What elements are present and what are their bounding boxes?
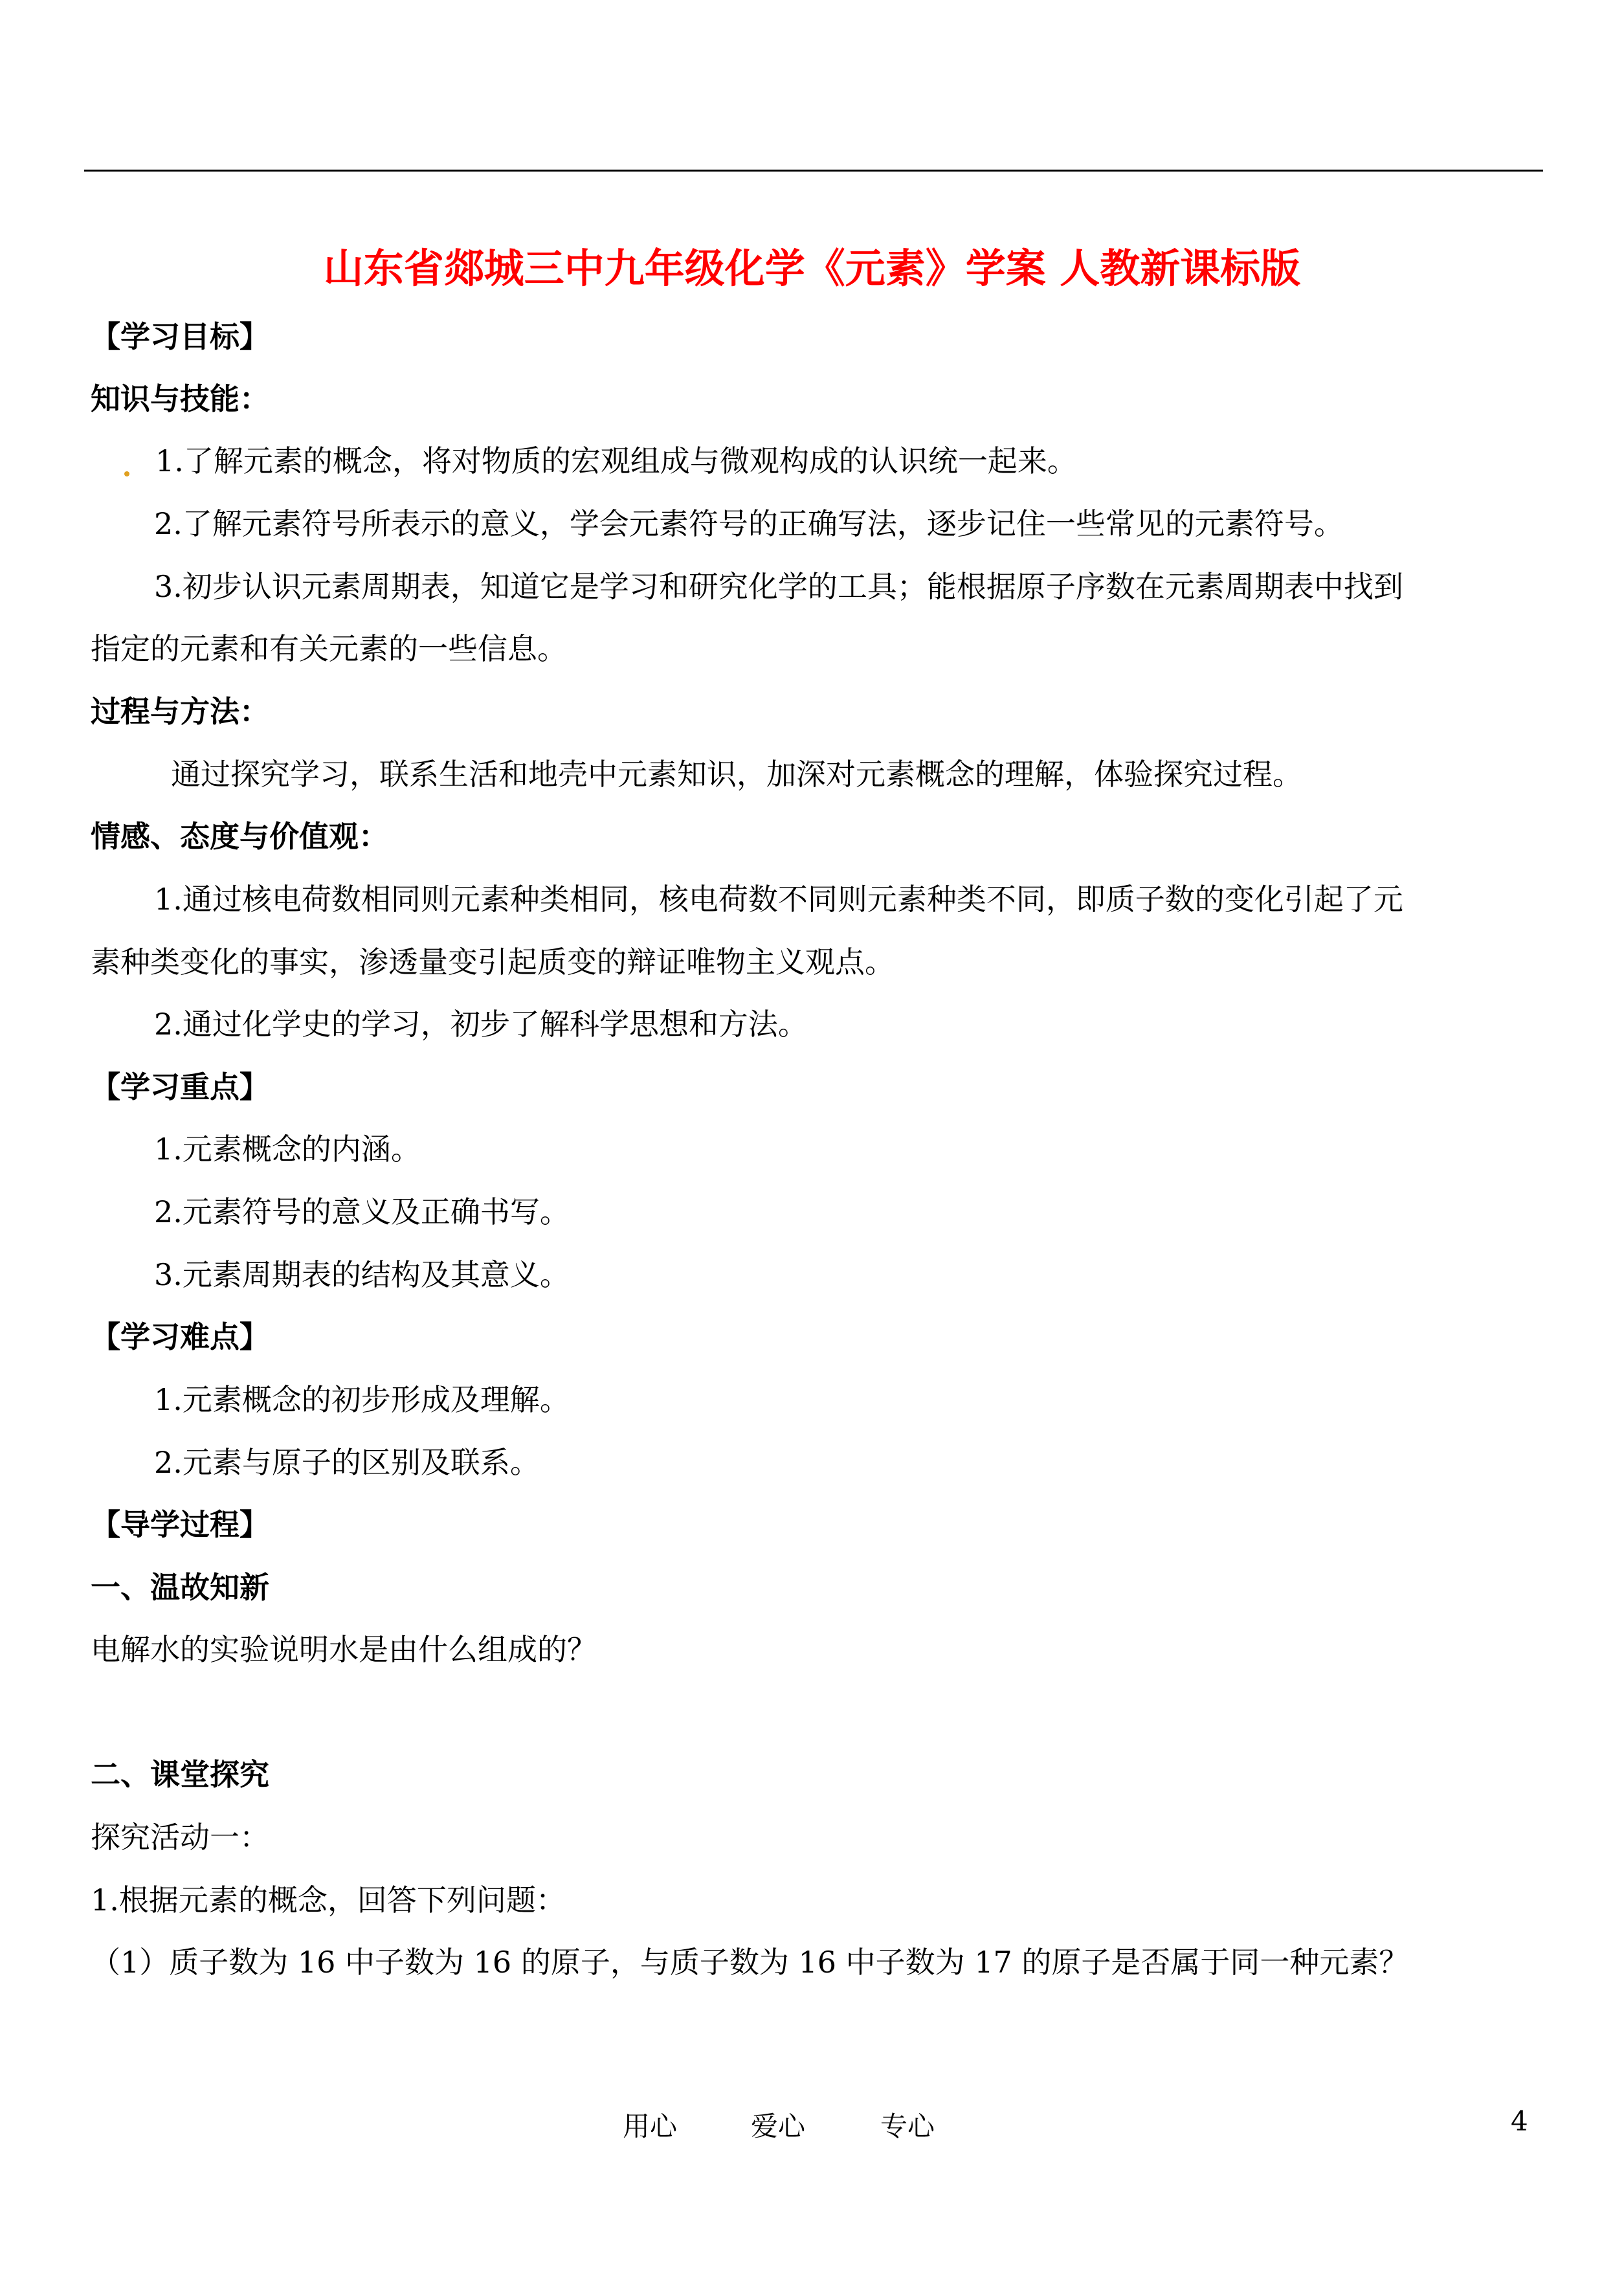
- review-question: 电解水的实验说明水是由什么组成的？: [91, 1632, 597, 1667]
- document-title: 山东省郯城三中九年级化学《元素》学案 人教新课标版: [323, 245, 1301, 292]
- process-item-1: 通过探究学习，联系生活和地壳中元素知识，加深对元素概念的理解，体验探究过程。: [171, 757, 1302, 792]
- emotion-item-2: 2.通过化学史的学习，初步了解科学思想和方法。: [154, 1007, 808, 1042]
- difficulty-1: 1.元素概念的初步形成及理解。: [154, 1382, 570, 1417]
- objectives-heading: 【学习目标】: [91, 319, 269, 354]
- question-1-1: （1）质子数为 16 中子数为 16 的原子，与质子数为 16 中子数为 17 的原子是否属于同一种元素？: [91, 1945, 1409, 1980]
- question-1: 1.根据元素的概念，回答下列问题：: [91, 1883, 566, 1918]
- emotion-item-1-line-1: 1.通过核电荷数相同则元素种类相同，核电荷数不同则元素种类不同，即质子数的变化引起了元: [154, 882, 1403, 917]
- activity-1-label: 探究活动一：: [91, 1820, 269, 1855]
- key-point-2: 2.元素符号的意义及正确书写。: [154, 1194, 570, 1229]
- knowledge-item-1: 1.了解元素的概念，将对物质的宏观组成与微观构成的认识统一起来。: [124, 442, 1077, 480]
- process-heading: 过程与方法：: [91, 694, 269, 729]
- key-point-1: 1.元素概念的内涵。: [154, 1132, 421, 1167]
- emotion-item-1-line-2: 素种类变化的事实，渗透量变引起质变的辩证唯物主义观点。: [91, 945, 895, 979]
- difficulties-heading: 【学习难点】: [91, 1319, 269, 1354]
- knowledge-item-3-line-2: 指定的元素和有关元素的一些信息。: [91, 631, 567, 666]
- review-heading: 一、温故知新: [91, 1570, 269, 1605]
- key-points-heading: 【学习重点】: [91, 1069, 269, 1104]
- emotion-heading: 情感、态度与价值观：: [91, 819, 388, 854]
- knowledge-item-2: 2.了解元素符号所表示的意义，学会元素符号的正确写法，逐步记住一些常见的元素符号。: [154, 506, 1344, 541]
- knowledge-heading: 知识与技能：: [91, 381, 269, 416]
- footer-motto-2: 爱心: [751, 2110, 806, 2142]
- footer-motto-3: 专心: [880, 2110, 935, 2142]
- key-point-3: 3.元素周期表的结构及其意义。: [154, 1257, 570, 1292]
- header-rule: [84, 170, 1543, 172]
- guide-heading: 【导学过程】: [91, 1507, 269, 1542]
- explore-heading: 二、课堂探究: [91, 1757, 269, 1792]
- stray-dot-mark: [124, 471, 129, 476]
- page-number: 4: [1511, 2105, 1528, 2137]
- knowledge-item-3-line-1: 3.初步认识元素周期表，知道它是学习和研究化学的工具；能根据原子序数在元素周期表中找到: [154, 569, 1403, 604]
- difficulty-2: 2.元素与原子的区别及联系。: [154, 1445, 540, 1480]
- footer-motto-1: 用心: [623, 2110, 678, 2142]
